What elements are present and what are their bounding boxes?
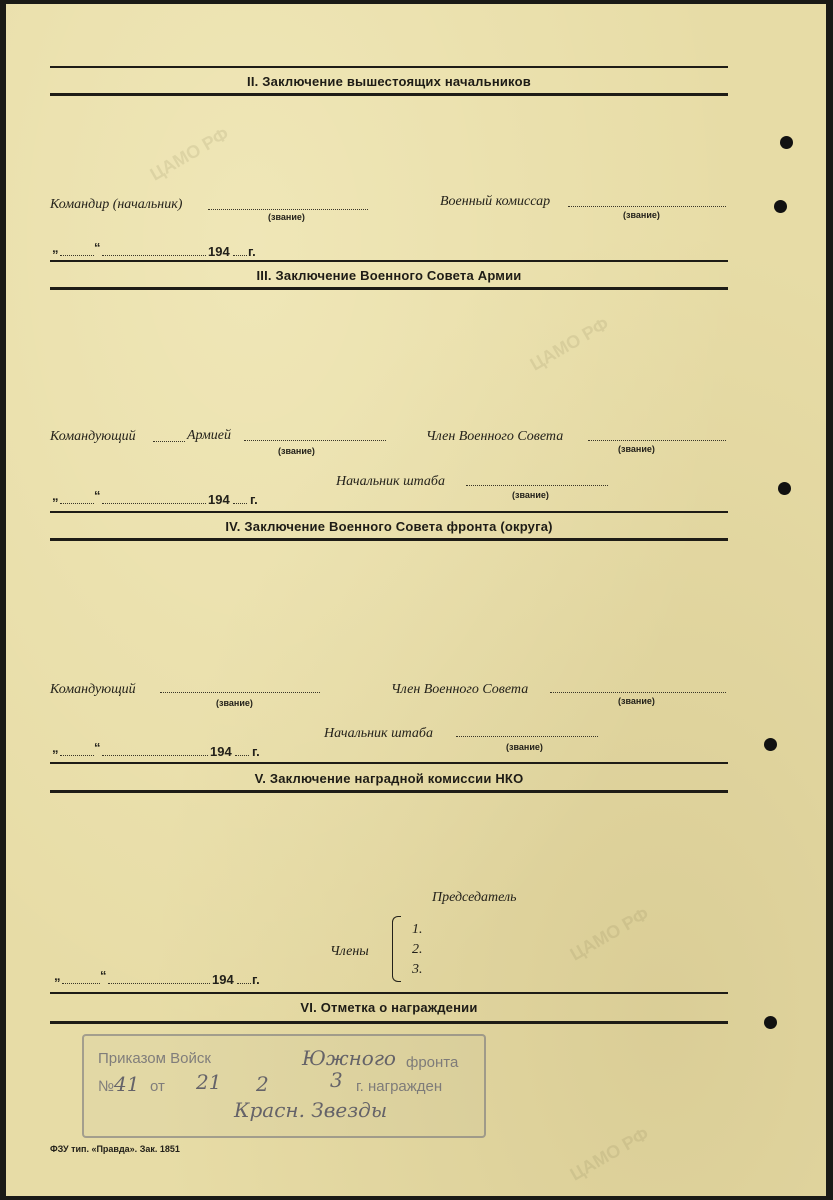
stamp-number-sign: № — [98, 1078, 115, 1095]
section-rule — [50, 93, 728, 96]
handwritten-year: 3 — [330, 1068, 343, 1092]
watermark: ЦАМО РФ — [566, 903, 653, 965]
section-title-6: VI. Отметка о награждении — [300, 1000, 478, 1015]
rank-caption: (звание) — [268, 212, 305, 222]
handwritten-month: 2 — [256, 1072, 269, 1096]
army-label: Армией — [187, 428, 232, 443]
date-day-line — [60, 503, 94, 504]
watermark: ЦАМО РФ — [146, 123, 233, 185]
rank-caption: (звание) — [618, 696, 655, 706]
punch-hole — [764, 738, 777, 751]
date-close-quote: “ — [94, 740, 101, 755]
handwritten-front-name: Южного — [302, 1046, 396, 1070]
punch-hole — [774, 200, 787, 213]
commissar-line — [568, 206, 726, 207]
date-day-line — [60, 255, 94, 256]
commander-line — [208, 209, 368, 210]
handwritten-award: Красн. Звезды — [234, 1098, 388, 1122]
stamp-awarded-text: г. награжден — [356, 1078, 443, 1095]
members-brace — [392, 916, 401, 982]
member-1-number: 1. — [412, 922, 423, 937]
date-year-suffix: г. — [250, 492, 258, 507]
date-close-quote: “ — [94, 488, 101, 503]
chief-of-staff-line — [456, 736, 598, 737]
date-year-line — [233, 255, 247, 256]
army-line — [244, 440, 386, 441]
punch-hole — [780, 136, 793, 149]
date-day-line — [62, 983, 100, 984]
section-rule — [50, 287, 728, 290]
date-year-suffix: г. — [252, 744, 260, 759]
date-month-line — [102, 755, 208, 756]
date-day-line — [60, 755, 94, 756]
section-rule — [50, 790, 728, 793]
stamp-front-text: фронта — [406, 1054, 459, 1071]
section-rule — [50, 1021, 728, 1024]
member-3-number: 3. — [412, 962, 423, 977]
council-member-line — [550, 692, 726, 693]
date-year: 194 — [208, 492, 230, 507]
date-year: 194 — [210, 744, 232, 759]
members-label: Члены — [330, 944, 369, 959]
printer-imprint: ФЗУ тип. «Правда». Зак. 1851 — [50, 1144, 180, 1154]
section-rule — [50, 538, 728, 541]
stamp-order-text: Приказом Войск — [98, 1050, 211, 1067]
section-title-3: III. Заключение Военного Совета Армии — [256, 268, 522, 283]
rank-caption: (звание) — [618, 444, 655, 454]
section-title-5: V. Заключение наградной комиссии НКО — [254, 771, 524, 786]
commissar-label: Военный комиссар — [440, 194, 551, 209]
rank-caption: (звание) — [278, 446, 315, 456]
handwritten-order-number: 41 — [114, 1072, 140, 1096]
date-year-suffix: г. — [248, 244, 256, 259]
date-year-line — [235, 755, 249, 756]
award-sheet-page — [6, 4, 826, 1196]
section-rule — [50, 66, 728, 68]
date-month-line — [102, 503, 206, 504]
punch-hole — [778, 482, 791, 495]
date-close-quote: “ — [100, 968, 107, 983]
date-year: 194 — [212, 972, 234, 987]
front-commander-label: Командующий — [50, 682, 136, 697]
chief-of-staff-label: Начальник штаба — [336, 474, 445, 489]
date-month-line — [108, 983, 210, 984]
front-commander-line — [160, 692, 320, 693]
section-title-4: IV. Заключение Военного Совета фронта (округа) — [225, 519, 553, 534]
date-year-line — [237, 983, 251, 984]
watermark: ЦАМО РФ — [526, 313, 613, 375]
date-year-line — [233, 503, 247, 504]
section-title-2: II. Заключение вышестоящих начальников — [247, 74, 531, 89]
army-commander-label: Командующий — [50, 429, 136, 444]
rank-caption: (звание) — [512, 490, 549, 500]
army-commander-line — [153, 441, 185, 442]
date-year: 194 — [208, 244, 230, 259]
handwritten-day: 21 — [196, 1070, 222, 1094]
council-member-label: Член Военного Совета — [426, 429, 564, 444]
date-open-quote: „ — [54, 968, 61, 983]
section-rule — [50, 260, 728, 262]
rank-caption: (звание) — [623, 210, 660, 220]
chief-of-staff-label: Начальник штаба — [324, 726, 433, 741]
rank-caption: (звание) — [216, 698, 253, 708]
date-month-line — [102, 255, 206, 256]
date-open-quote: „ — [52, 488, 59, 503]
award-stamp — [82, 1034, 486, 1138]
commander-label: Командир (начальник) — [50, 197, 183, 212]
date-open-quote: „ — [52, 240, 59, 255]
chief-of-staff-line — [466, 485, 608, 486]
council-member-line — [588, 440, 726, 441]
section-rule — [50, 511, 728, 513]
stamp-from-text: от — [150, 1078, 165, 1095]
date-year-suffix: г. — [252, 972, 260, 987]
punch-hole — [764, 1016, 777, 1029]
council-member-label: Член Военного Совета — [391, 682, 529, 697]
section-rule — [50, 992, 728, 994]
date-close-quote: “ — [94, 240, 101, 255]
chairman-label: Председатель — [432, 890, 517, 905]
watermark: ЦАМО РФ — [566, 1123, 653, 1185]
member-2-number: 2. — [412, 942, 423, 957]
date-open-quote: „ — [52, 740, 59, 755]
rank-caption: (звание) — [506, 742, 543, 752]
section-rule — [50, 762, 728, 764]
